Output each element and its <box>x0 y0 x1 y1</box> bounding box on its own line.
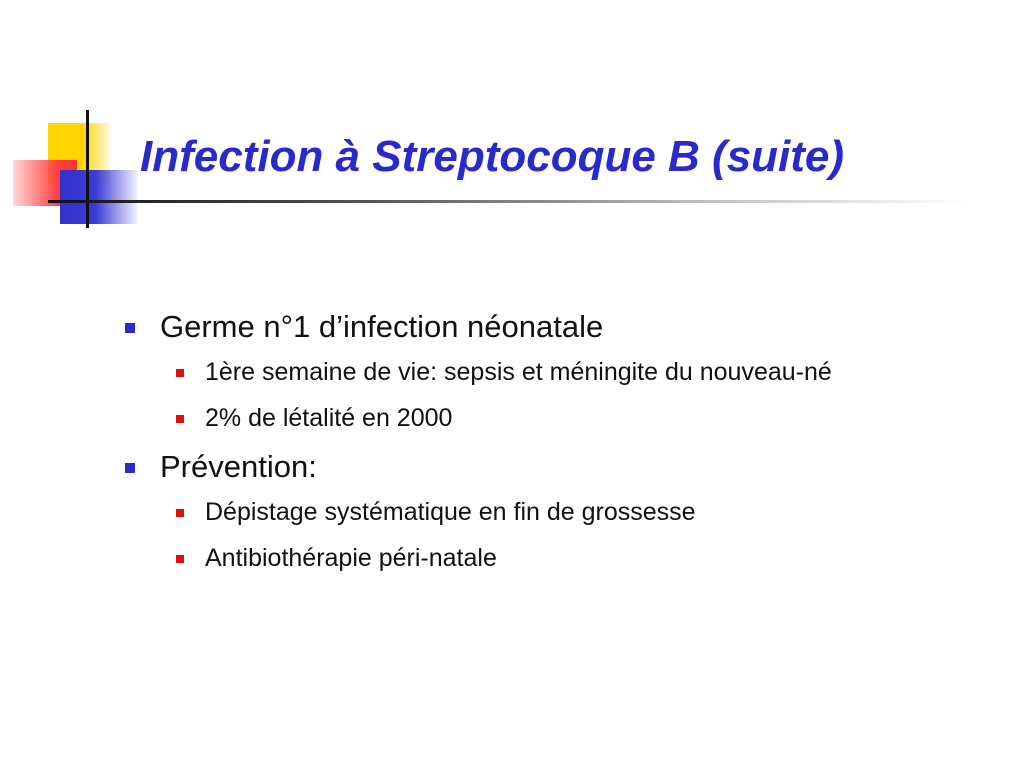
slide-title: Infection à Streptocoque B (suite) <box>140 132 845 181</box>
square-bullet-icon <box>125 463 135 473</box>
square-bullet-icon <box>176 555 184 563</box>
sub-bullet-text: Dépistage systématique en fin de grossesse <box>205 498 696 526</box>
sub-bullet-text: 1ère semaine de vie: sepsis et méningite du nouveau-né <box>205 358 832 386</box>
logo-blue-square <box>60 170 138 224</box>
bullet-list <box>120 300 960 586</box>
sub-bullet-list <box>120 494 960 576</box>
square-bullet-icon <box>176 369 184 377</box>
bullet-item <box>120 446 960 488</box>
bullet-text: Germe n°1 d’infection néonatale <box>160 309 604 344</box>
sub-bullet-text: Antibiothérapie péri-natale <box>205 544 497 572</box>
square-bullet-icon <box>176 415 184 423</box>
square-bullet-icon <box>125 323 135 333</box>
bullet-text: Prévention: <box>160 449 317 484</box>
title-underline <box>48 200 968 203</box>
sub-bullet-item <box>120 354 945 390</box>
logo-vertical-line <box>86 110 89 228</box>
sub-bullet-item <box>120 400 945 436</box>
sub-bullet-list <box>120 354 960 436</box>
square-bullet-icon <box>176 509 184 517</box>
sub-bullet-item <box>120 540 945 576</box>
sub-bullet-text: 2% de létalité en 2000 <box>205 404 453 432</box>
sub-bullet-item <box>120 494 945 530</box>
bullet-item <box>120 306 960 348</box>
